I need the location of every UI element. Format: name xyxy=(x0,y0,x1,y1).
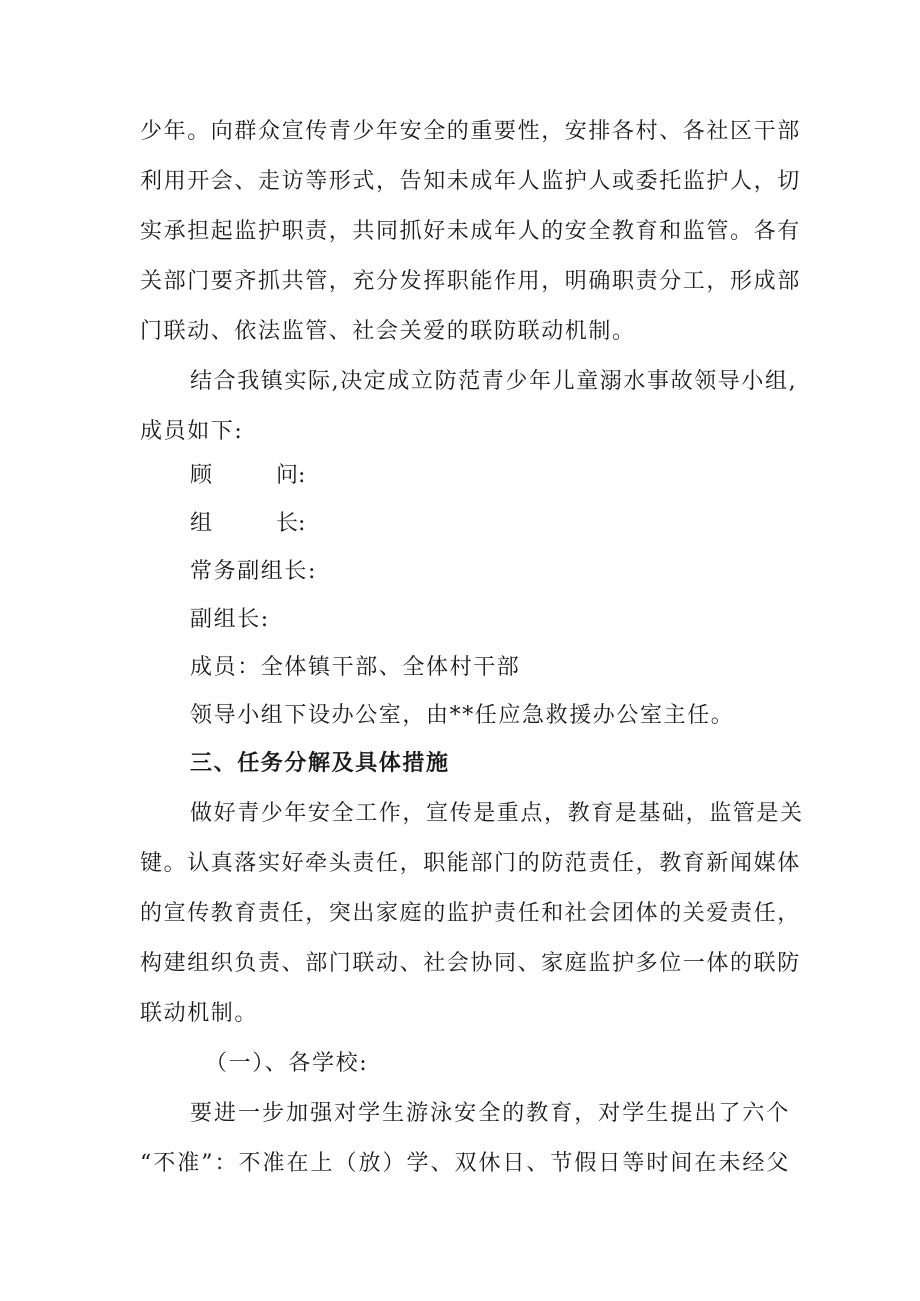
role-deputy: 副组长: xyxy=(190,607,270,632)
paragraph-line: 构建组织负责、部门联动、社会协同、家庭监护多位一体的联防 xyxy=(140,951,801,976)
role-leader-char1: 组 xyxy=(190,511,213,536)
paragraph-line: 的宣传教育责任，突出家庭的监护责任和社会团体的关爱责任， xyxy=(140,901,801,926)
section-heading: 三、任务分解及具体措施 xyxy=(190,751,450,776)
paragraph-line: 联动机制。 xyxy=(140,1001,259,1026)
paragraph-line: 门联动、依法监管、社会关爱的联防联动机制。 xyxy=(140,319,636,344)
paragraph-line: “不准”：不准在上（放）学、双休日、节假日等时间在未经父 xyxy=(140,1151,790,1176)
role-advisor-char2: 问: xyxy=(276,463,306,488)
role-members: 成员：全体镇干部、全体村干部 xyxy=(190,655,521,680)
paragraph-line: 实承担起监护职责，共同抓好未成年人的安全教育和监管。各有 xyxy=(140,219,801,244)
paragraph-line: 结合我镇实际,决定成立防范青少年儿童溺水事故领导小组, xyxy=(190,369,798,394)
paragraph-line: 关部门要齐抓共管，充分发挥职能作用，明确职责分工，形成部 xyxy=(140,269,801,294)
role-leader-char2: 长: xyxy=(276,511,306,536)
paragraph-line: 少年。向群众宣传青少年安全的重要性，安排各村、各社区干部 xyxy=(140,119,801,144)
role-executive-deputy: 常务副组长: xyxy=(190,559,318,584)
paragraph-line: 利用开会、走访等形式，告知未成年人监护人或委托监护人，切 xyxy=(140,169,801,194)
paragraph-line: 键。认真落实好牵头责任，职能部门的防范责任，教育新闻媒体 xyxy=(140,851,801,876)
paragraph-line: 成员如下: xyxy=(140,419,244,444)
office-line: 领导小组下设办公室，由**任应急救援办公室主任。 xyxy=(190,703,735,728)
paragraph-line: 要进一步加强对学生游泳安全的教育，对学生提出了六个 xyxy=(190,1101,790,1126)
role-advisor-char1: 顾 xyxy=(190,463,213,488)
subsection-heading: （一）、各学校: xyxy=(205,1051,369,1076)
paragraph-line: 做好青少年安全工作，宣传是重点，教育是基础，监管是关 xyxy=(190,801,804,826)
